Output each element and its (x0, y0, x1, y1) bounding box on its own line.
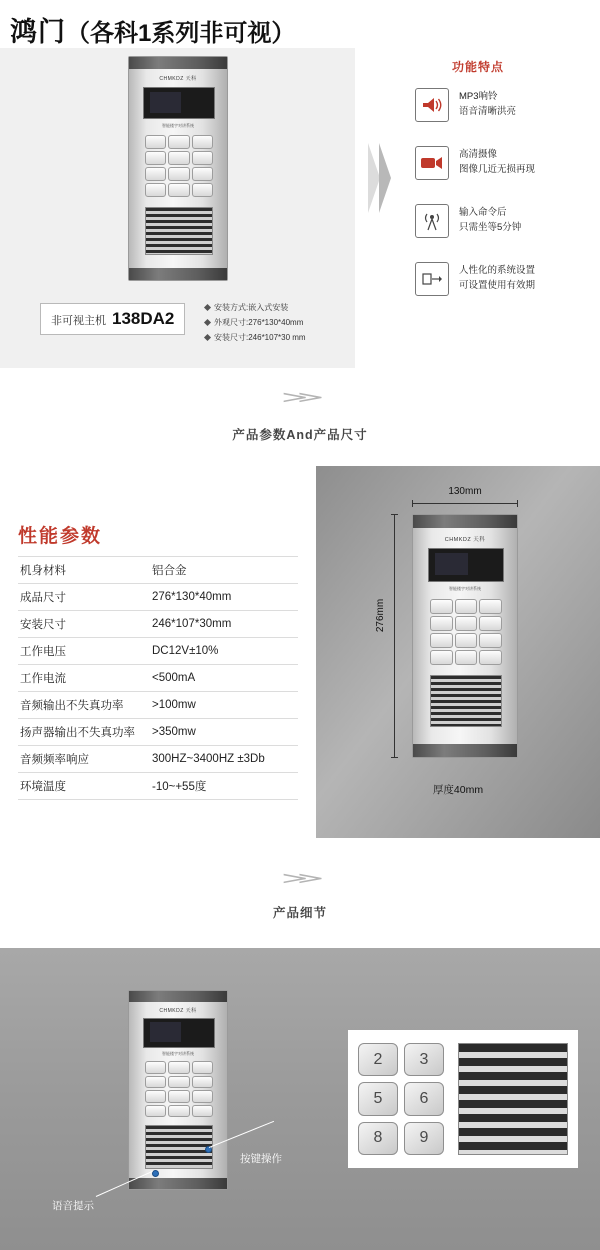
dimension-width-label: 130mm (448, 486, 482, 497)
keypad-key (192, 183, 213, 197)
param-value: <500mA (150, 665, 298, 692)
top-section (0, 48, 600, 368)
section-title-detail: 产品细节 (272, 906, 327, 920)
param-value: 300HZ~3400HZ ±3Db (150, 746, 298, 773)
device-top-cap (413, 515, 517, 528)
params-table-panel (0, 466, 316, 838)
feature-line1: 人性化的系统设置 (459, 265, 536, 277)
keypad-key (455, 650, 478, 665)
closeup-keypad (358, 1043, 444, 1155)
table-row (18, 692, 298, 719)
keypad-key (145, 167, 166, 181)
param-key: 环境温度 (18, 773, 150, 800)
device-logo: CHMKDZ 天科 (159, 1008, 197, 1014)
keypad-key (192, 1105, 213, 1118)
keypad-key (168, 1061, 189, 1074)
speaker-icon (415, 88, 449, 122)
device-caption: 智能楼宇对讲系统 (162, 123, 194, 128)
model-badge (40, 303, 185, 335)
keypad-key (168, 151, 189, 165)
param-value: 276*130*40mm (150, 584, 298, 611)
param-key: 成品尺寸 (18, 584, 150, 611)
params-title: 性能参数 (18, 526, 103, 547)
keypad-key (192, 1061, 213, 1074)
device-display (143, 1018, 215, 1048)
series-name: （各科1系列非可视） (66, 20, 296, 47)
keypad-key (430, 616, 453, 631)
table-row (18, 557, 298, 584)
param-value: >350mw (150, 719, 298, 746)
keypad-key (168, 135, 189, 149)
param-value: 铝合金 (150, 557, 298, 584)
page-header (10, 10, 295, 49)
param-key: 音频输出不失真功率 (18, 692, 150, 719)
spec-list (205, 300, 355, 346)
param-value: -10~+55度 (150, 773, 298, 800)
product-image-front (128, 56, 228, 281)
keypad-key (145, 1090, 166, 1103)
dimension-height-label: 276mm (375, 598, 387, 633)
keypad-key (455, 599, 478, 614)
product-image-detail (128, 990, 228, 1190)
dimension-thickness-label: 厚度40mm (432, 784, 484, 796)
device-logo: CHMKDZ 天科 (159, 76, 197, 82)
keypad-key (479, 616, 502, 631)
features-title: 功能特点 (452, 60, 505, 74)
device-speaker-grille (430, 675, 502, 727)
feature-text (459, 264, 535, 293)
model-label: 非可视主机 (51, 315, 106, 327)
keypad-key (145, 1105, 166, 1118)
keypad-key (192, 167, 213, 181)
feature-item-settings (415, 262, 535, 296)
feature-line2: 语音清晰洪亮 (459, 106, 517, 117)
device-display (428, 548, 504, 582)
keypad-key (168, 1105, 189, 1118)
keypad-key (168, 1076, 189, 1089)
table-row (18, 746, 298, 773)
param-key: 音频频率响应 (18, 746, 150, 773)
diamond-bullet-icon (204, 319, 211, 326)
feature-item-mp3 (415, 88, 516, 122)
antenna-icon (415, 204, 449, 238)
keypad-key (145, 1076, 166, 1089)
table-row (18, 611, 298, 638)
keypad-key (145, 183, 166, 197)
device-caption: 智能楼宇对讲系统 (162, 1051, 194, 1056)
table-row (18, 665, 298, 692)
product-image-dimensions (412, 514, 518, 758)
keypad-key (168, 1090, 189, 1103)
feature-text (459, 148, 535, 177)
keypad-key (168, 167, 189, 181)
keypad-key (145, 135, 166, 149)
settings-flow-icon (415, 262, 449, 296)
device-top-cap (129, 991, 227, 1002)
device-keypad (145, 135, 213, 197)
keypad-key (430, 599, 453, 614)
table-row (18, 638, 298, 665)
section-divider-chevron-2 (0, 866, 600, 891)
param-key: 扬声器输出不失真功率 (18, 719, 150, 746)
dimension-width (412, 486, 518, 497)
param-value: DC12V±10% (150, 638, 298, 665)
device-display (143, 87, 215, 119)
diamond-bullet-icon (204, 304, 211, 311)
spec-item-text: 安装方式:嵌入式安装 (214, 303, 289, 312)
table-row (18, 584, 298, 611)
device-speaker-grille (145, 1125, 213, 1169)
section-title-params: 产品参数And产品尺寸 (232, 428, 368, 442)
feature-line1: 高清摄像 (459, 149, 498, 161)
device-speaker-grille (145, 207, 213, 255)
device-top-cap (129, 57, 227, 69)
diamond-bullet-icon (204, 334, 211, 341)
keypad-key (430, 633, 453, 648)
keypad-key (192, 1076, 213, 1089)
keypad-key (145, 151, 166, 165)
feature-line2: 只需坐等5分钟 (459, 222, 522, 233)
closeup-key: 2 (358, 1043, 398, 1076)
param-key: 安装尺寸 (18, 611, 150, 638)
dimension-height-line (394, 514, 395, 758)
device-bottom-cap (129, 1178, 227, 1189)
callout-label-keys: 按键操作 (240, 1153, 282, 1165)
spec-item-text: 安装尺寸:246*107*30 mm (214, 333, 306, 343)
closeup-key: 5 (358, 1082, 398, 1115)
spec-item (205, 315, 355, 330)
section-divider-chevron (0, 385, 600, 410)
param-key: 工作电流 (18, 665, 150, 692)
keypad-key (168, 183, 189, 197)
param-key: 工作电压 (18, 638, 150, 665)
keypad-key (479, 633, 502, 648)
param-key: 机身材料 (18, 557, 150, 584)
keypad-key (145, 1061, 166, 1074)
spec-item-text: 外观尺寸:276*130*40mm (214, 318, 304, 328)
param-value: >100mw (150, 692, 298, 719)
detail-closeup-photo (348, 1030, 578, 1168)
callout-dot-voice (152, 1170, 159, 1177)
spec-item (205, 300, 355, 315)
feature-line1: 输入命令后 (459, 207, 507, 219)
feature-line2: 可设置使用有效期 (459, 280, 536, 291)
table-row (18, 719, 298, 746)
keypad-key (455, 616, 478, 631)
closeup-key: 8 (358, 1122, 398, 1155)
callout-label-voice: 语音提示 (52, 1200, 94, 1212)
keypad-key (192, 1090, 213, 1103)
device-bottom-cap (413, 744, 517, 757)
closeup-key: 3 (404, 1043, 444, 1076)
camera-icon (415, 146, 449, 180)
keypad-key (192, 135, 213, 149)
table-row (18, 773, 298, 800)
feature-text (459, 90, 516, 119)
keypad-key (479, 650, 502, 665)
model-code: 138DA2 (112, 309, 175, 328)
feature-item-antenna (415, 204, 521, 238)
dimension-height (376, 514, 402, 758)
keypad-key (192, 151, 213, 165)
feature-item-camera (415, 146, 535, 180)
keypad-key (430, 650, 453, 665)
device-logo: CHMKDZ 天科 (444, 537, 486, 543)
feature-text (459, 206, 521, 235)
closeup-speaker-grille (458, 1043, 568, 1155)
keypad-key (479, 599, 502, 614)
params-table (18, 556, 298, 800)
param-value: 246*107*30mm (150, 611, 298, 638)
chevron-down-icon: ≫ (280, 389, 320, 407)
feature-line2: 图像几近无损再现 (459, 164, 536, 175)
pointer-arrow-icon (368, 143, 392, 213)
params-section (0, 466, 600, 838)
spec-item (205, 330, 355, 345)
keypad-key (455, 633, 478, 648)
closeup-key: 6 (404, 1082, 444, 1115)
device-caption: 智能楼宇对讲系统 (449, 586, 481, 591)
closeup-key: 9 (404, 1122, 444, 1155)
chevron-down-icon: ≫ (280, 870, 320, 888)
device-keypad (430, 599, 502, 665)
dimension-width-line (412, 503, 518, 504)
dimension-diagram-panel (316, 466, 600, 838)
detail-section (0, 948, 600, 1250)
brand-name: 鸿门 (10, 17, 66, 47)
device-keypad (145, 1061, 213, 1117)
device-bottom-cap (129, 268, 227, 280)
feature-line1: MP3响铃 (459, 91, 498, 103)
